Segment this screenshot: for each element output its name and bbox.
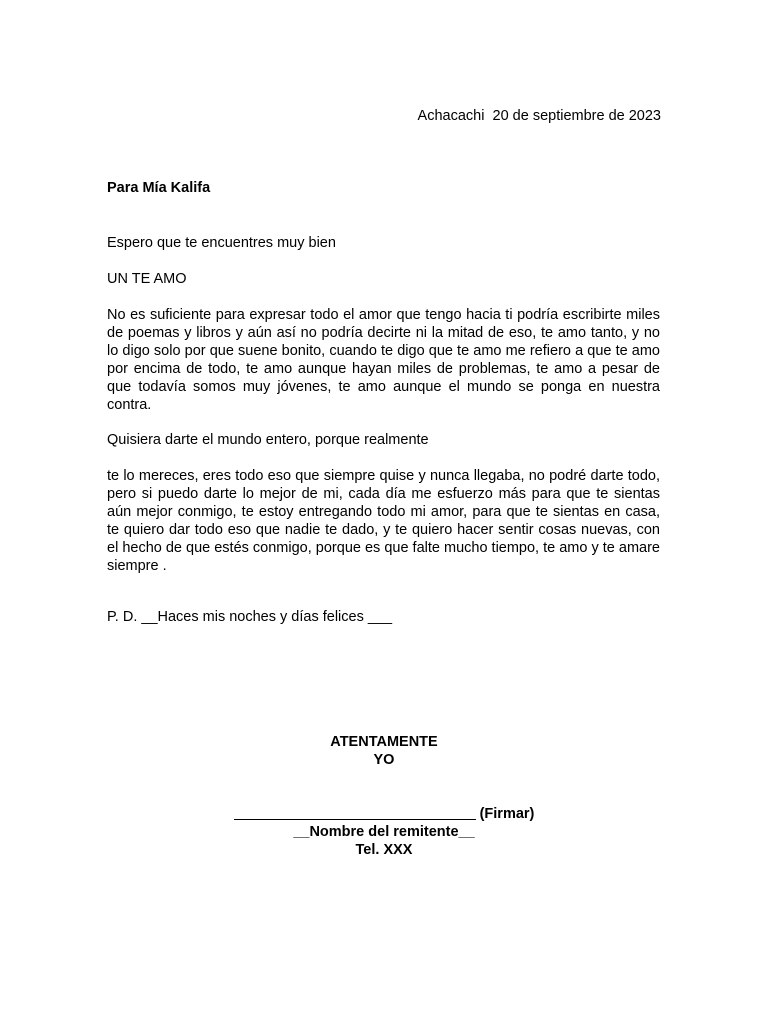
letter-paragraph-3: te lo mereces, eres todo eso que siempre quise y nunca llegaba, no podré darte todo, pero si puedo darte lo mejor de mi, cada día me esfuerzo más para que te sientas aún mejor conmigo, te estoy entregando todo mi amor, para que te sientas en casa, te quiero dar todo eso que nadie te dado, y te quiero hacer sentir cosas nuevas, con el hecho de que estés conmigo, porque es que falte mucho tiempo, te amo y te amare siempre . [107,468,660,574]
letter-date: Achacachi 20 de septiembre de 2023 [417,108,661,124]
letter-greeting: Espero que te encuentres muy bien [107,235,336,251]
letter-paragraph-1: No es suficiente para expresar todo el amor que tengo hacia ti podría escribirte miles de poemas y libros y aún así no podría decirte ni la mitad de eso, te amo tanto, y no lo digo solo por que suene bonito, cuando te digo que te amo me refiero a que te amo por encima de todo, te amo aunque hayan miles de problemas, te amo a pesar de que todavía somos muy jóvenes, te amo aunque el mundo se ponga en nuestra contra. [107,307,660,413]
letter-addressee: Para Mía Kalifa [107,180,211,196]
signature-label: (Firmar) [479,806,535,822]
letter-paragraph-2: Quisiera darte el mundo entero, porque realmente [107,432,429,448]
signature-line [0,806,768,822]
signature-rule [234,818,476,820]
sender-telephone: Tel. XXX [355,842,413,858]
sender-name: __Nombre del remitente__ [293,824,475,840]
closing-line-1: ATENTAMENTE [330,734,438,750]
letter-heading: UN TE AMO [107,271,187,287]
letter-postscript: P. D. __Haces mis noches y días felices ___ [107,609,393,625]
closing-line-2: YO [373,752,395,768]
